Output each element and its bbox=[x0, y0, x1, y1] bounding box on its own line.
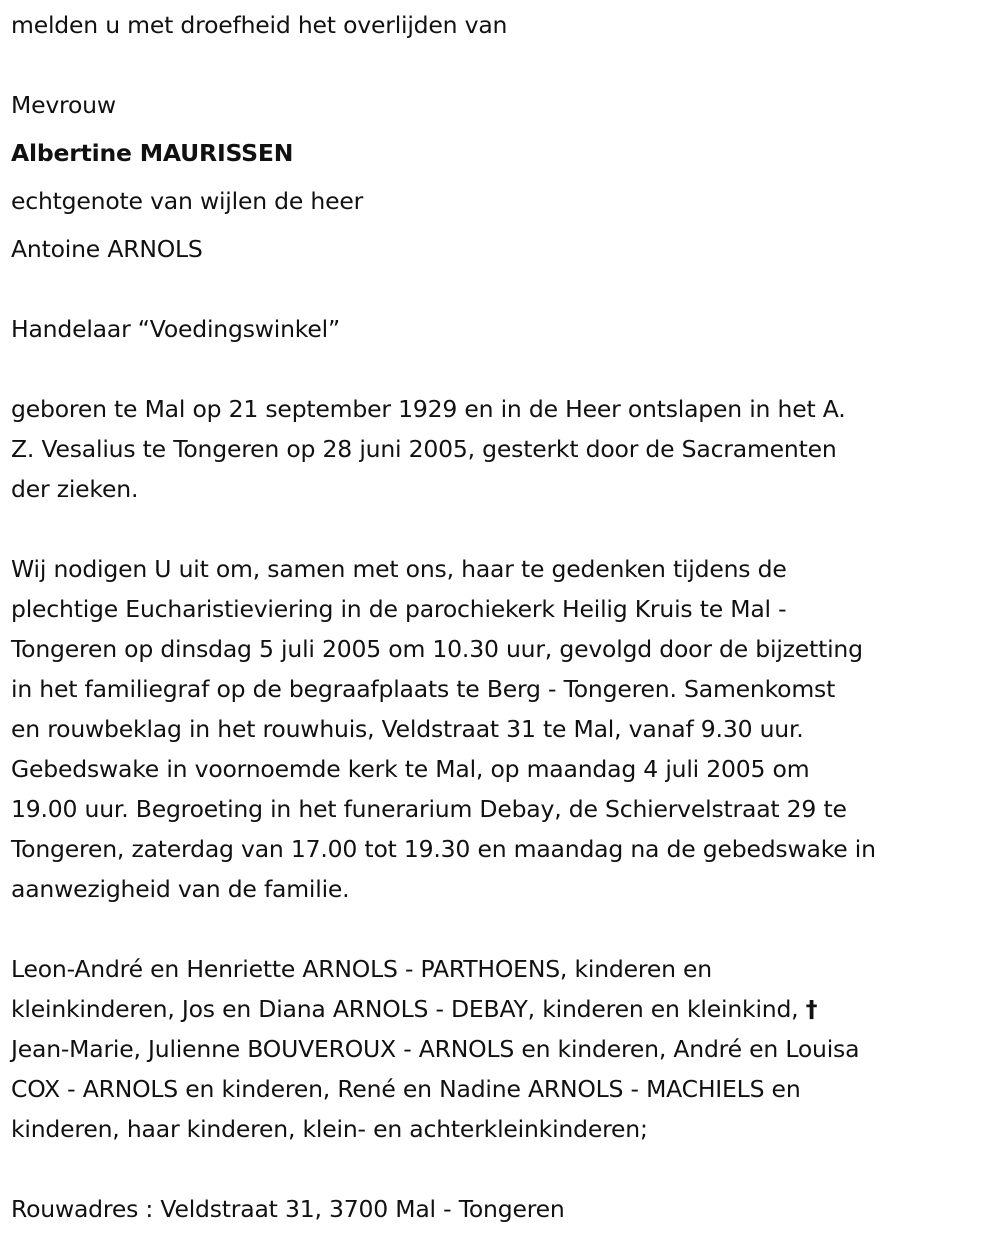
paragraph-line: Wij nodigen U uit om, samen met ons, haar te gedenken tijdens de bbox=[11, 555, 787, 583]
ceremony-paragraph bbox=[11, 549, 996, 909]
paragraph-line: aanwezigheid van de familie. bbox=[11, 875, 350, 903]
paragraph-line: en rouwbeklag in het rouwhuis, Veldstraat 31 te Mal, vanaf 9.30 uur. bbox=[11, 715, 804, 743]
deceased-relation: echtgenote van wijlen de heer bbox=[11, 187, 364, 215]
occupation: Handelaar “Voedingswinkel” bbox=[11, 315, 340, 343]
paragraph-line: COX - ARNOLS en kinderen, René en Nadine ARNOLS - MACHIELS en bbox=[11, 1075, 801, 1103]
mourning-address: Rouwadres : Veldstraat 31, 3700 Mal - Tongeren bbox=[11, 1195, 565, 1223]
paragraph-line: plechtige Eucharistieviering in de parochiekerk Heilig Kruis te Mal - bbox=[11, 595, 787, 623]
paragraph-line: Tongeren, zaterdag van 17.00 tot 19.30 en maandag na de gebedswake in bbox=[11, 835, 876, 863]
paragraph-line: kinderen, haar kinderen, klein- en achterkleinkinderen; bbox=[11, 1115, 648, 1143]
paragraph-line: der zieken. bbox=[11, 475, 139, 503]
paragraph-line: Gebedswake in voornoemde kerk te Mal, op maandag 4 juli 2005 om bbox=[11, 755, 810, 783]
paragraph-line bbox=[11, 989, 996, 1029]
paragraph-line: Jean-Marie, Julienne BOUVEROUX - ARNOLS en kinderen, André en Louisa bbox=[11, 1035, 860, 1063]
paragraph-line-text: kleinkinderen, Jos en Diana ARNOLS - DEBAY, kinderen en kleinkind, bbox=[11, 995, 799, 1023]
deceased-title: Mevrouw bbox=[11, 91, 116, 119]
spouse-name: Antoine ARNOLS bbox=[11, 235, 203, 263]
paragraph-line: 19.00 uur. Begroeting in het funerarium Debay, de Schiervelstraat 29 te bbox=[11, 795, 847, 823]
cross-icon: † bbox=[805, 995, 818, 1023]
intro-text: melden u met droefheid het overlijden van bbox=[11, 11, 508, 39]
paragraph-line: Leon-André en Henriette ARNOLS - PARTHOENS, kinderen en bbox=[11, 955, 712, 983]
paragraph-line: geboren te Mal op 21 september 1929 en in de Heer ontslapen in het A. bbox=[11, 395, 846, 423]
paragraph-line: in het familiegraf op de begraafplaats te Berg - Tongeren. Samenkomst bbox=[11, 675, 836, 703]
family-paragraph bbox=[11, 949, 996, 1149]
deceased-name: Albertine MAURISSEN bbox=[11, 139, 294, 167]
paragraph-line: Z. Vesalius te Tongeren op 28 juni 2005, gesterkt door de Sacramenten bbox=[11, 435, 837, 463]
paragraph-line: Tongeren op dinsdag 5 juli 2005 om 10.30 uur, gevolgd door de bijzetting bbox=[11, 635, 863, 663]
birth-death-paragraph bbox=[11, 389, 996, 509]
